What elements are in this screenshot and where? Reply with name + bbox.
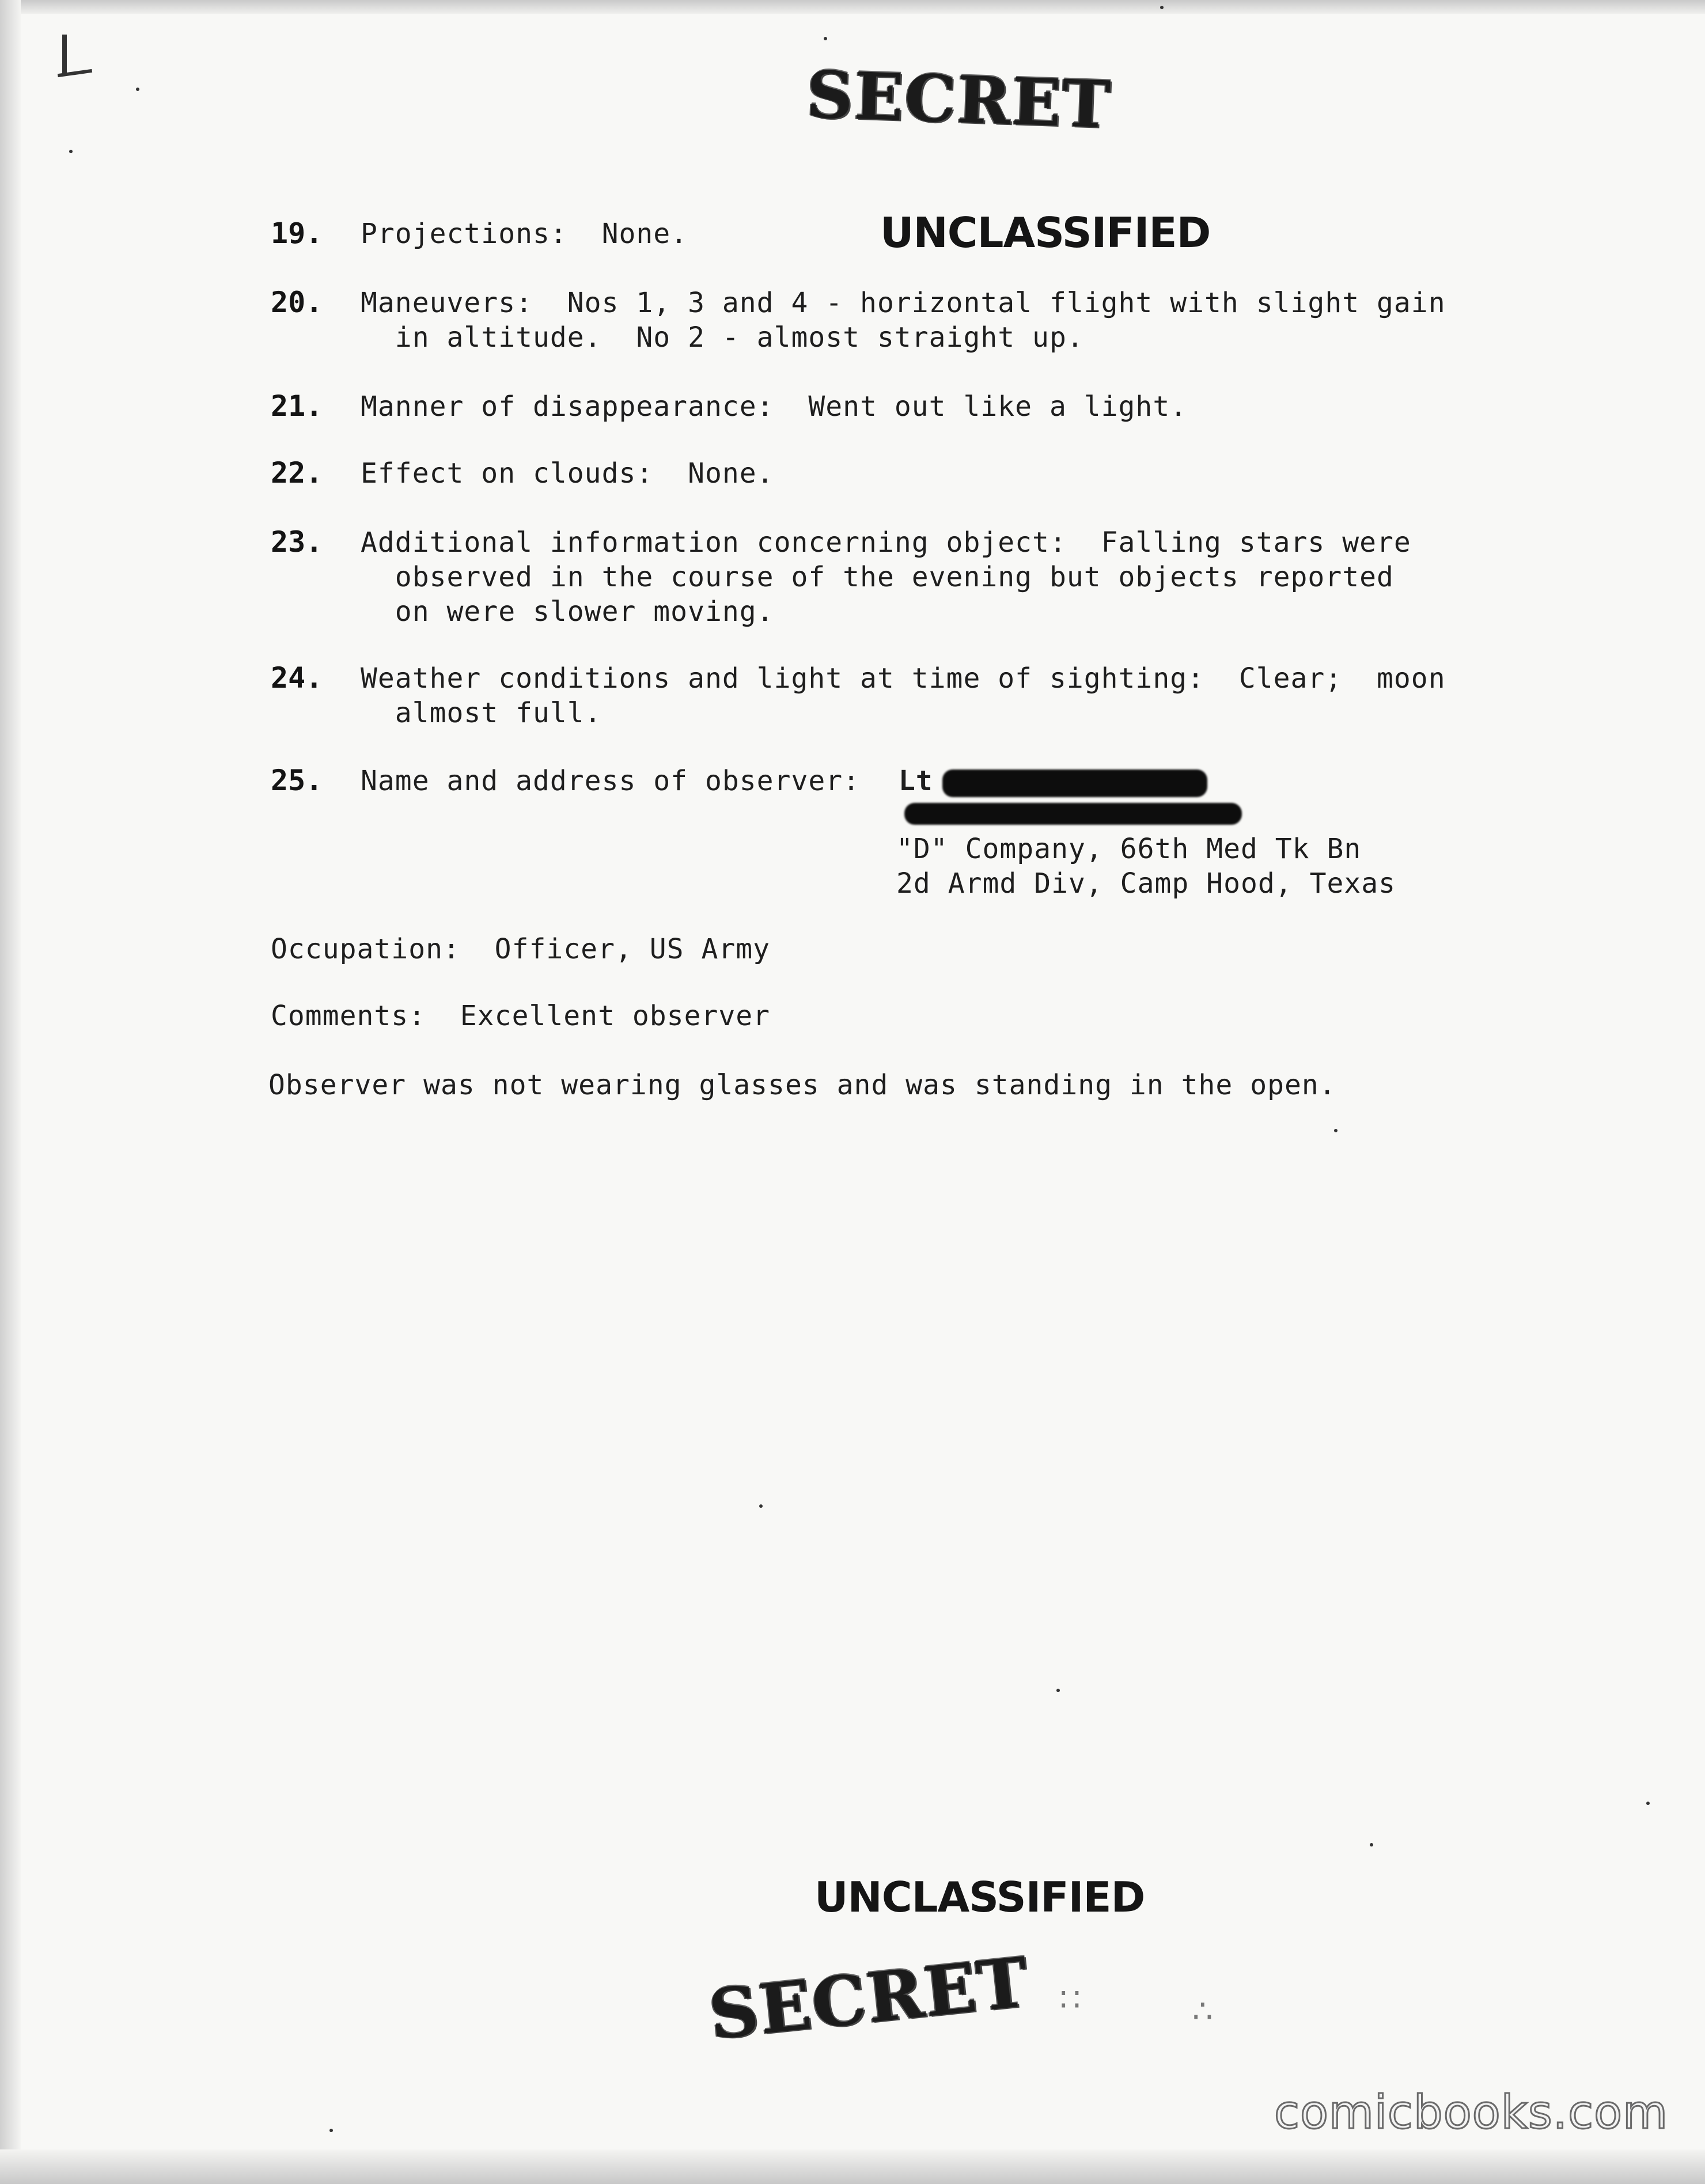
page-edge-top [0,0,1705,14]
item-number: 23. [271,525,323,559]
secret-stamp-top: SECRET [805,56,1113,143]
speck [1160,6,1164,9]
speck [329,2129,333,2132]
secret-stamp-bottom: SECRET [705,1942,1033,2055]
watermark-logo: comicbooks.com [1274,2086,1668,2139]
page-edge-left [0,0,21,2184]
speck [759,1504,763,1508]
speck [136,88,139,91]
redaction-bar [904,803,1242,825]
corner-pencil-mark [62,35,67,75]
speck [69,150,73,153]
item-text: almost full. [361,697,602,729]
item-text: Additional information concerning object: Falling stars were [361,526,1411,559]
occupation-line: Occupation: Officer, US Army [271,933,771,965]
observer-rank: Lt [899,765,933,797]
redaction-bar [942,769,1207,797]
item-text: Effect on clouds: None. [361,457,774,490]
item-text: Maneuvers: Nos 1, 3 and 4 - horizontal flight with slight gain [361,287,1446,319]
observer-note: Observer was not wearing glasses and was standing in the open. [268,1069,1336,1101]
speck [824,37,827,40]
page-edge-bottom [0,2149,1705,2184]
item-number: 24. [271,661,323,695]
speck [1370,1843,1373,1846]
item-number: 22. [271,456,323,490]
item-number: 20. [271,286,323,319]
unclassified-label-bottom: UNCLASSIFIED [814,1873,1145,1921]
speck [1646,1802,1650,1805]
observer-address-line1: "D" Company, 66th Med Tk Bn [896,833,1362,865]
item-text: Name and address of observer: [361,765,861,797]
ink-smudge: ∴ [1192,1993,1213,2030]
speck [1334,1129,1338,1132]
item-text: Manner of disappearance: Went out like a light. [361,390,1188,423]
item-number: 21. [271,389,323,423]
item-text: in altitude. No 2 - almost straight up. [361,321,1084,354]
observer-address-line2: 2d Armd Div, Camp Hood, Texas [896,867,1396,900]
item-text: Projections: None. [361,218,688,250]
unclassified-label-top: UNCLASSIFIED [880,208,1211,257]
item-number: 25. [271,764,323,797]
item-text: on were slower moving. [361,596,774,628]
item-text: Weather conditions and light at time of sighting: Clear; moon [361,662,1446,695]
comments-line: Comments: Excellent observer [271,1000,771,1032]
item-text: observed in the course of the evening but objects reported [361,561,1394,593]
ink-smudge: ∷ [1060,1981,1081,2019]
item-number: 19. [271,217,323,250]
speck [1056,1689,1060,1692]
